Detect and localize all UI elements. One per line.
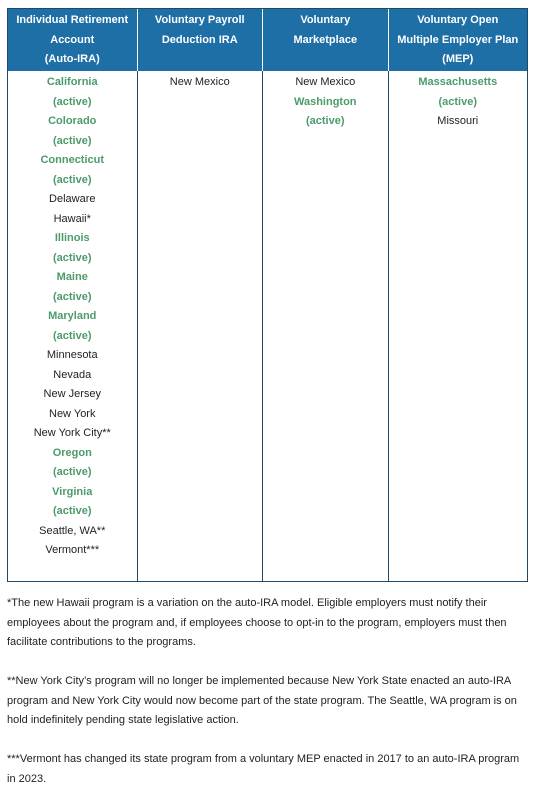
table-body-row [8,71,527,581]
state-entry: Minnesota [46,349,98,361]
state-entry-active: Maryland [48,310,97,322]
footnote-vermont: ***Vermont has changed its state program from a voluntary MEP enacted in 2017 to an auto-IRA program in 2023. [7,753,520,785]
state-entry-active: (active) [52,173,92,186]
state-entry-active: California [46,76,98,88]
state-entry-active: (active) [52,505,92,517]
state-entry: New York [49,407,96,420]
state-entry-active: (active) [306,115,345,127]
state-entry-active: Washington [294,95,357,108]
column-payroll-deduction-ira [138,71,264,581]
table-header-row [8,9,527,71]
state-programs-table [7,8,528,582]
column-voluntary-open-mep [389,71,527,581]
state-entry-active: (active) [438,95,478,108]
column-voluntary-marketplace [263,71,389,581]
header-line: (Auto-IRA) [44,53,100,65]
header-line: Voluntary Open [417,14,499,26]
header-line: Voluntary Payroll [154,14,245,26]
state-entry-active: (active) [52,329,92,342]
state-entry-active: (active) [52,466,92,478]
state-entry-active: (active) [52,134,92,147]
header-line: Multiple Employer Plan [397,33,519,46]
state-entry-active: Virginia [52,485,93,498]
header-line: (MEP) [442,53,474,65]
state-entry: New Jersey [43,388,101,400]
header-auto-ira [8,9,138,71]
state-entry-active: Colorado [48,115,97,127]
header-line: Individual Retirement [16,14,129,26]
state-entry-active: (active) [52,251,92,264]
footnote-hawaii: *The new Hawaii program is a variation on the auto-IRA model. Eligible employers must notify their employees about the program and, if employees choose to opt-in to the program, employers must then facilitate contributions to the programs. [7,597,507,648]
state-entry: Delaware [49,193,96,205]
state-entry: Seattle, WA** [39,524,106,537]
state-entry-active: Maine [56,271,88,283]
state-entry: Nevada [53,368,92,381]
state-entry: New Mexico [295,76,356,88]
header-line: Deduction IRA [161,33,238,46]
header-payroll-deduction-ira [138,9,264,71]
header-voluntary-open-mep [389,9,527,71]
header-line: Voluntary [300,14,351,26]
header-line: Account [50,33,95,46]
state-entry: New Mexico [169,76,230,88]
header-line: Marketplace [293,33,358,46]
state-entry-active: (active) [52,95,92,108]
state-entry-active: Connecticut [40,154,105,166]
state-entry-active: Oregon [52,446,92,459]
header-voluntary-marketplace [263,9,389,71]
state-entry-active: (active) [52,290,92,303]
column-auto-ira [8,71,138,581]
state-entry-active: Illinois [54,232,90,244]
state-entry: Hawaii* [53,212,91,225]
state-entry-active: Massachusetts [418,76,498,88]
state-entry: Vermont*** [45,544,100,556]
state-entry: New York City** [33,427,111,439]
footnote-new-york-city-seattle: **New York City’s program will no longer be implemented because New York State enacted an auto-IRA program and New York City would now become part of the state program. The Seattle, WA program is on hold indefinitely pending state legislative action. [7,675,517,726]
state-entry: Missouri [437,115,479,127]
